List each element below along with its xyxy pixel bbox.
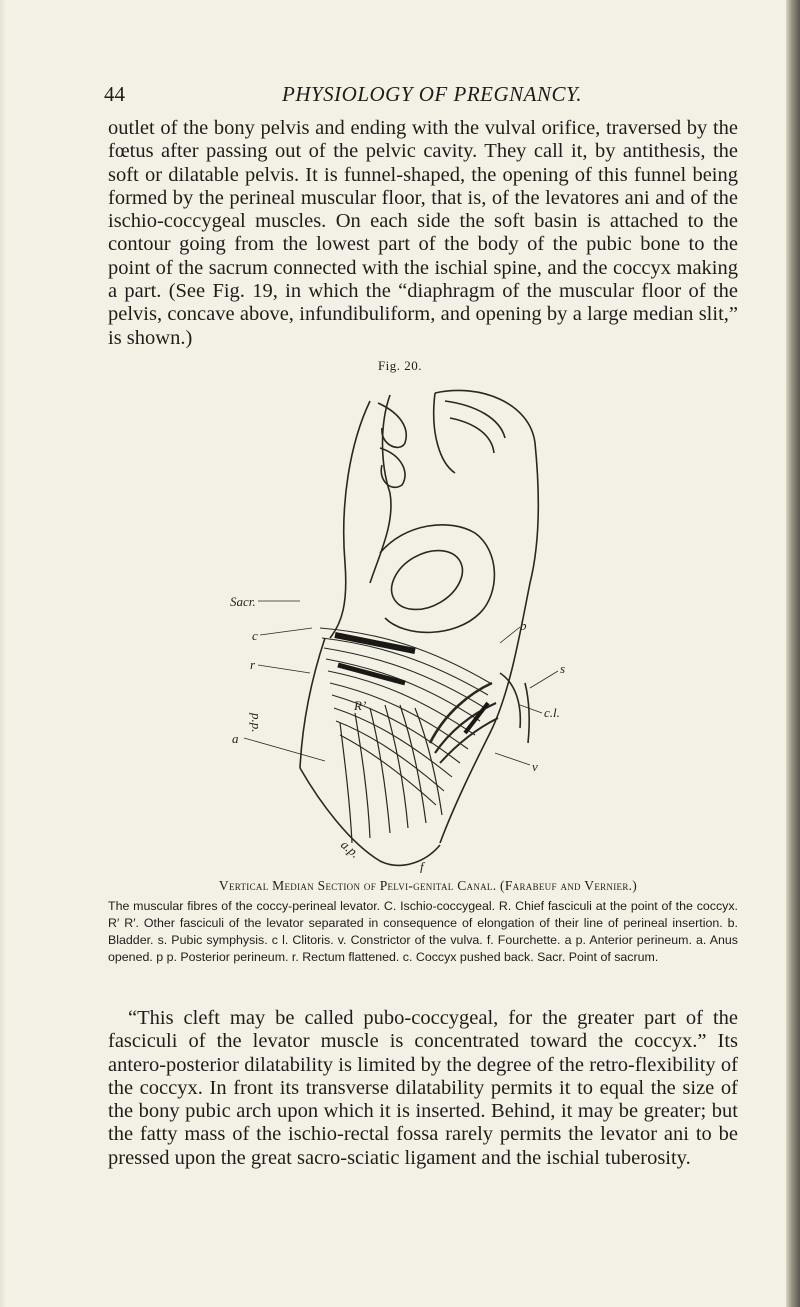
label-c: c [252, 628, 258, 643]
pelvis-section-drawing [230, 383, 580, 873]
label-b: b [520, 618, 527, 633]
label-v: v [532, 759, 538, 774]
figure-label: Fig. 20. [377, 358, 423, 373]
label-r: r [250, 657, 256, 672]
page-number: 44 [104, 82, 125, 106]
sacrum-outline [330, 401, 370, 638]
scan-binding-shadow [786, 0, 800, 1307]
label-f: f [420, 859, 424, 873]
paragraph-bottom: “This cleft may be called pubo-coccygeal, for the greater part of the fasciculi of the levator muscle is concentrated toward the coccyx.” Its antero-posterior dilatability is limited by the degree of the retro-flexibility of the coccyx. In front its transverse dilatability permits it to equal the size of the bony pubic arch upon which it is inserted. Behind, it may be greater; but the fatty mass of the ischio-rectal fossa rarely permits the levator ani to be pressed upon the great sacro-sciatic ligament and the ischial tuberosity. [108, 1007, 738, 1169]
anatomical-illustration [230, 383, 580, 873]
figure-caption-body: The muscular fibres of the coccy-perineal levator. C. Ischio-coccygeal. R. Chief fasciculi at the point of the coccyx. R′ R′. Other fasciculi of the levator separated in consequence of elongation of their line of perineal insertion. b. Bladder. s. Pubic symphysis. c l. Clitoris. v. Constrictor of the vulva. f. Fourchette. a p. Anterior perineum. a. Anus opened. p p. Posterior perineum. r. Rectum flattened. c. Coccyx pushed back. Sacr. Point of sacrum. [108, 899, 738, 964]
label-cl: c.l. [544, 705, 560, 720]
label-s: s [560, 661, 566, 676]
bladder-oval [381, 538, 473, 621]
paragraph-top: outlet of the bony pelvis and ending with the vulval orifice, traversed by the fœtus after passing out of the pelvic cavity. They call it, by antithesis, the soft or dilatable pelvis. It is funnel-shaped, the opening of this funnel being formed by the perineal muscular floor, that is, of the levatores ani and of the ischio-coccygeal muscles. On each side the soft basin is attached to the contour going from the lowest part of the body of the pubic bone to the point of the sacrum connected with the ischial spine, and the coccyx making a part. (See Fig. 19, in which the “diaphragm of the muscular floor of the pelvis, concave above, infundibuliform, and opening by a large median slit,” is shown.) [108, 117, 738, 349]
label-a: a [232, 731, 239, 746]
label-ap: a.p. [338, 836, 363, 861]
label-sacr: Sacr. [230, 594, 256, 609]
label-rr: R’ [354, 698, 367, 713]
figure-caption-title: Vertical Median Section of Pelvi-genital Canal. (Farabeuf and Vernier.) [218, 878, 638, 893]
scan-left-edge [0, 0, 6, 1307]
running-head [104, 82, 744, 112]
running-title: PHYSIOLOGY OF PREGNANCY. [282, 82, 583, 106]
label-pp: p.p. [249, 713, 264, 733]
